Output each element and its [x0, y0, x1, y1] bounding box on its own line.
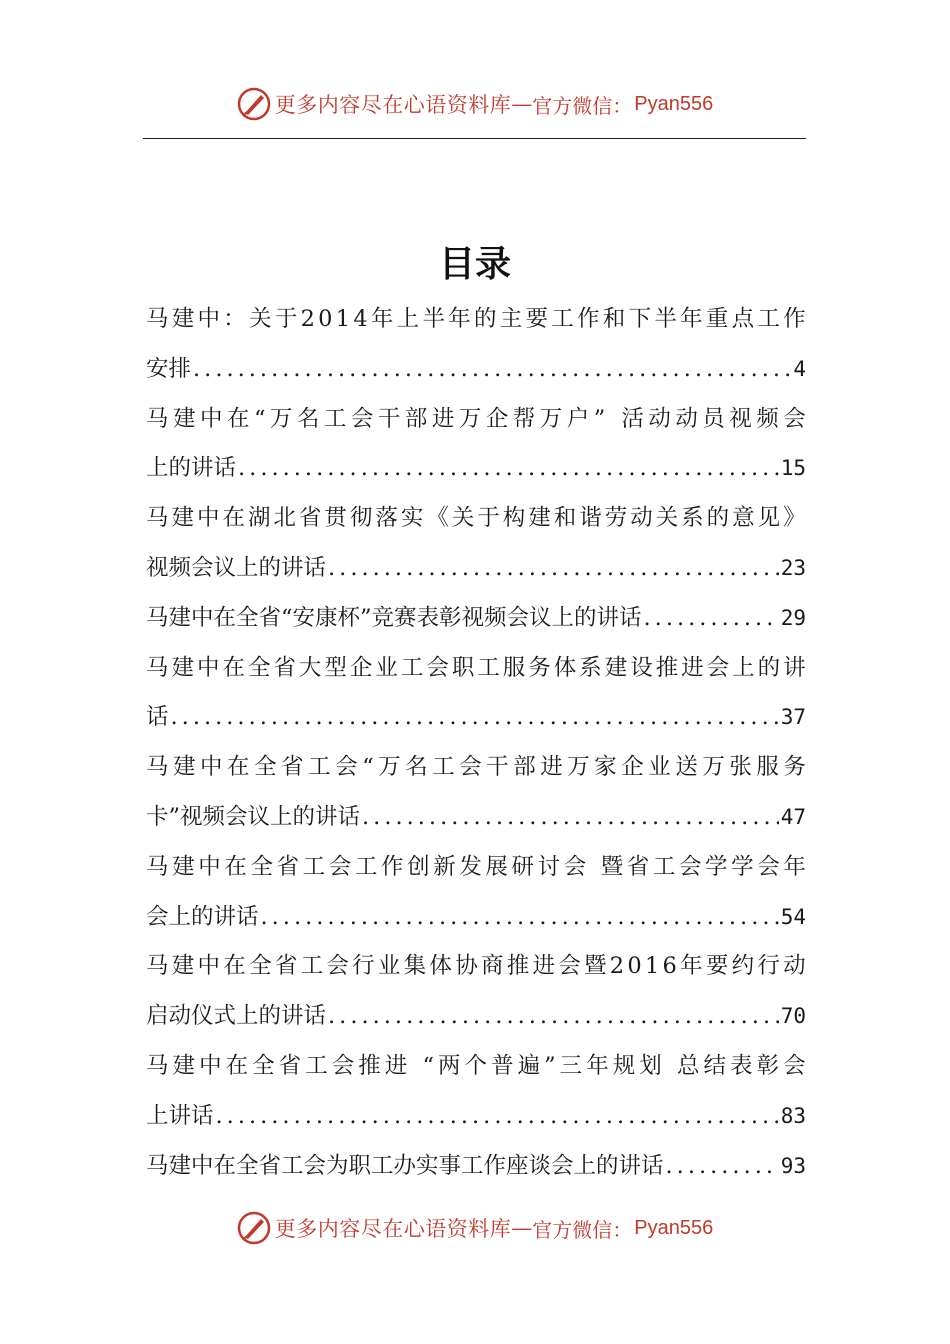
toc-entry[interactable] — [146, 942, 806, 1042]
toc-dot-leader — [216, 1092, 779, 1142]
toc-entry-title-line: 马 建 中 在 “ 万 名 工 会 干 部 进 万 企 帮 万 户 ” 活 动 动 员 视 频 会 — [146, 405, 806, 432]
toc-title: 目录 — [438, 244, 511, 285]
toc-page-number: 93 — [780, 1153, 806, 1178]
toc-page-number: 70 — [780, 1004, 806, 1029]
toc-page-number: 23 — [780, 555, 806, 580]
footer-banner-separator: — — [511, 1216, 533, 1240]
toc-entry[interactable] — [146, 743, 806, 843]
toc-entry-title-line: 马 建 中 在 全 省 大 型 企 业 工 会 职 工 服 务 体 系 建 设 推 进 会 上 的 讲 — [146, 654, 806, 681]
toc-entry-leader-line — [146, 1092, 806, 1142]
footer-banner-text: 更多内容尽在心语资料库 — [274, 1217, 512, 1241]
toc-dot-leader — [193, 345, 791, 395]
toc-entry-leader-line — [146, 544, 806, 594]
header-banner — [0, 84, 950, 124]
toc-page-number: 37 — [780, 705, 806, 730]
toc-dot-leader — [238, 444, 779, 494]
quill-logo-icon — [237, 1211, 271, 1245]
toc-dot-leader — [666, 1142, 779, 1192]
toc-dot-leader — [171, 693, 779, 743]
toc-entry-title-tail: 马建中在全省“安康杯”竞赛表彰视频会议上的讲话 — [146, 604, 642, 631]
toc-entry-leader-line — [146, 992, 806, 1042]
footer-wechat-label: 官方微信： — [532, 1217, 633, 1242]
footer-wechat-id: Pyan556 — [634, 1216, 714, 1239]
toc-entry-title-line: 马 建 中 ： 关 于 2 0 1 4 年 上 半 年 的 主 要 工 作 和 下 半 年 重 点 工 作 — [146, 306, 806, 332]
toc-entry[interactable] — [146, 1142, 806, 1192]
toc-entry-title-tail: 上的讲话 — [146, 455, 237, 482]
toc-entry[interactable] — [146, 594, 806, 644]
toc-entry[interactable] — [146, 1042, 806, 1142]
toc-entry-leader-line — [146, 793, 806, 843]
toc-entry-title-tail: 安排 — [146, 355, 192, 382]
toc-page-number: 54 — [780, 904, 806, 929]
header-wechat-id: Pyan556 — [634, 92, 714, 115]
toc-entry-leader-line — [146, 893, 806, 943]
toc-entry-title-tail: 话 — [146, 704, 169, 731]
toc-page-number: 47 — [780, 804, 806, 829]
toc-dot-leader — [362, 793, 779, 843]
toc-page-number: 4 — [793, 356, 806, 381]
toc-entry-leader-line — [146, 345, 806, 395]
header-wechat-label: 官方微信： — [532, 93, 633, 118]
toc-entry-title-tail: 启动仪式上的讲话 — [146, 1003, 327, 1030]
toc-list — [146, 295, 806, 1191]
toc-entry-title-tail: 视频会议上的讲话 — [146, 554, 327, 581]
toc-entry-title-line: 马 建 中 在 湖 北 省 贯 彻 落 实 《 关 于 构 建 和 谐 劳 动 关 系 的 意 见 》 — [146, 505, 806, 532]
toc-dot-leader — [644, 594, 779, 644]
toc-page-number: 15 — [780, 456, 806, 481]
toc-entry-title-line: 马 建 中 在 全 省 工 会 “ 万 名 工 会 干 部 进 万 家 企 业 送 万 张 服 务 — [146, 754, 806, 781]
toc-entry-title-line: 马 建 中 在 全 省 工 会 工 作 创 新 发 展 研 讨 会 暨 省 工 会 学 学 会 年 — [146, 853, 806, 880]
toc-entry-leader-line — [146, 594, 806, 644]
toc-dot-leader — [328, 992, 779, 1042]
toc-entry-leader-line — [146, 444, 806, 494]
toc-entry[interactable] — [146, 395, 806, 495]
toc-entry-leader-line — [146, 1142, 806, 1192]
toc-entry-title-tail: 上讲话 — [146, 1102, 214, 1129]
toc-entry[interactable] — [146, 644, 806, 744]
toc-entry-title-tail: 卡”视频会议上的讲话 — [146, 803, 361, 830]
toc-entry-title-tail: 会上的讲话 — [146, 903, 259, 930]
toc-entry[interactable] — [146, 295, 806, 395]
header-banner-text: 更多内容尽在心语资料库 — [274, 93, 512, 117]
header-divider — [143, 138, 806, 139]
toc-page-number: 83 — [780, 1103, 806, 1128]
toc-entry-leader-line — [146, 693, 806, 743]
toc-page-number: 29 — [780, 605, 806, 630]
footer-banner — [0, 1208, 950, 1248]
toc-entry-title-tail: 马建中在全省工会为职工办实事工作座谈会上的讲话 — [146, 1152, 664, 1179]
toc-dot-leader — [328, 544, 779, 594]
toc-entry[interactable] — [146, 843, 806, 943]
toc-dot-leader — [261, 893, 779, 943]
toc-entry[interactable] — [146, 494, 806, 594]
toc-entry-title-line: 马 建 中 在 全 省 工 会 推 进 “ 两 个 普 遍 ” 三 年 规 划 总 结 表 彰 会 — [146, 1052, 806, 1079]
header-banner-separator: — — [511, 92, 533, 116]
toc-entry-title-line: 马 建 中 在 全 省 工 会 行 业 集 体 协 商 推 进 会 暨 2 0 1 6 年 要 约 行 动 — [146, 953, 806, 980]
quill-logo-icon — [237, 87, 271, 121]
